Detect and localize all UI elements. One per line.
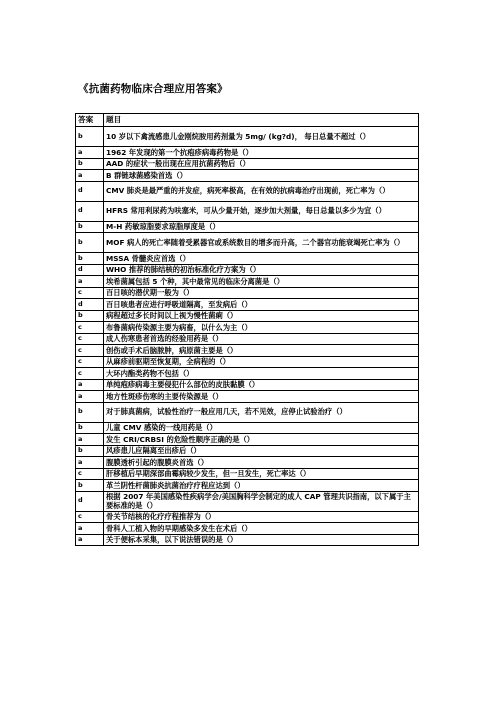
answer-cell: a	[76, 391, 104, 403]
question-cell: 1962 年发现的第一个抗疱疹病毒药物是（）	[104, 147, 419, 159]
question-cell: 骨关节结核的化疗疗程推荐为（）	[104, 511, 419, 523]
answer-cell: b	[76, 445, 104, 457]
table-row	[76, 201, 419, 221]
question-cell: 革兰阴性杆菌肺炎抗菌治疗疗程应达到（）	[104, 480, 419, 492]
question-cell: 风疹患儿应隔离至出疹后（）	[104, 445, 419, 457]
table-row	[76, 276, 419, 288]
table-row	[76, 322, 419, 334]
table-row	[76, 422, 419, 434]
table-body	[76, 127, 419, 546]
table-row	[76, 147, 419, 159]
answer-cell: d	[76, 264, 104, 276]
table-row	[76, 299, 419, 311]
question-cell: 病程超过多长时间以上视为慢性菌痢（）	[104, 310, 419, 322]
table-row	[76, 511, 419, 523]
table-row	[76, 534, 419, 546]
answer-cell: c	[76, 368, 104, 380]
question-cell: 大环内酯类药物不包括（）	[104, 368, 419, 380]
table-row	[76, 333, 419, 345]
table-row	[76, 356, 419, 368]
question-column-header: 题目	[104, 114, 419, 127]
answer-cell: a	[76, 457, 104, 469]
table-row	[76, 445, 419, 457]
table-row	[76, 368, 419, 380]
answer-cell: d	[76, 491, 104, 511]
question-cell: 关于便标本采集，以下说法错误的是（）	[104, 534, 419, 546]
answer-cell: b	[76, 480, 104, 492]
answer-cell: a	[76, 170, 104, 182]
table-row	[76, 345, 419, 357]
table-row	[76, 158, 419, 170]
answer-cell: a	[76, 434, 104, 446]
table-row	[76, 491, 419, 511]
answer-cell: b	[76, 233, 104, 253]
question-cell: 儿童 CMV 感染的一线用药是（）	[104, 422, 419, 434]
table-row	[76, 181, 419, 201]
question-cell: M-H 药敏琼脂要求琼脂厚度是（）	[104, 221, 419, 233]
table-row	[76, 287, 419, 299]
answer-cell: c	[76, 356, 104, 368]
table-row	[76, 221, 419, 233]
question-cell: B 群链球菌感染首选（）	[104, 170, 419, 182]
answer-cell: d	[76, 181, 104, 201]
table-row	[76, 391, 419, 403]
answer-cell: b	[76, 221, 104, 233]
table-row	[76, 402, 419, 422]
question-cell: 创伤或手术后脑脓肿，病原菌主要是（）	[104, 345, 419, 357]
answer-cell: c	[76, 345, 104, 357]
answer-cell: b	[76, 127, 104, 147]
answer-cell: d	[76, 299, 104, 311]
question-cell: HFRS 常用利尿药为呋塞米，可从少量开始，逐步加大剂量，每日总量以多少为宜（）	[104, 201, 419, 221]
question-cell: 腹膜透析引起的腹膜炎首选（）	[104, 457, 419, 469]
answer-column-header: 答案	[76, 114, 104, 127]
answer-cell: b	[76, 158, 104, 170]
question-cell: 发生 CRI/CRBSI 的危险性顺序正确的是（）	[104, 434, 419, 446]
question-cell: MOF 病人的死亡率随着受累器官或系统数目的增多而升高，二个器官功能衰竭死亡率为（）	[104, 233, 419, 253]
question-cell: 埃希菌属包括 5 个种，其中最常见的临床分离菌是（）	[104, 276, 419, 288]
table-row	[76, 480, 419, 492]
table-row	[76, 434, 419, 446]
question-cell: 成人伤寒患者首选的经验用药是（）	[104, 333, 419, 345]
answer-cell: a	[76, 147, 104, 159]
answer-cell: b	[76, 310, 104, 322]
answer-cell: a	[76, 379, 104, 391]
table-row	[76, 310, 419, 322]
answer-cell: c	[76, 511, 104, 523]
question-cell: 单纯疱疹病毒主要侵犯什么部位的皮肤黏膜（）	[104, 379, 419, 391]
answer-table	[75, 113, 419, 546]
answer-cell: c	[76, 333, 104, 345]
question-cell: 布鲁菌病传染源主要为病畜，以什么为主（）	[104, 322, 419, 334]
question-cell: CMV 肺炎是最严重的并发症，病死率极高，在有效的抗病毒治疗出现前，死亡率为（）	[104, 181, 419, 201]
answer-cell: b	[76, 422, 104, 434]
question-cell: WHO 推荐的肺结核的初治标准化疗方案为（）	[104, 264, 419, 276]
answer-cell: a	[76, 523, 104, 535]
question-cell: 从麻疹前驱期至恢复期，全病程的（）	[104, 356, 419, 368]
answer-cell: b	[76, 402, 104, 422]
answer-cell: a	[76, 534, 104, 546]
answer-cell: b	[76, 253, 104, 265]
question-cell: 对于肺真菌病，试验性治疗一般应用几天，若不见效，应停止试验治疗（）	[104, 402, 419, 422]
table-row	[76, 170, 419, 182]
question-cell: 地方性斑疹伤寒的主要传染源是（）	[104, 391, 419, 403]
answer-cell: d	[76, 201, 104, 221]
table-row	[76, 253, 419, 265]
answer-cell: a	[76, 276, 104, 288]
table-row	[76, 523, 419, 535]
table-row	[76, 127, 419, 147]
answer-cell: c	[76, 287, 104, 299]
question-cell: 肝移植后早期深部曲霉病较少发生，但一旦发生，死亡率达（）	[104, 468, 419, 480]
table-header-row	[76, 114, 419, 127]
question-cell: AAD 的症状一般出现在应用抗菌药物后（）	[104, 158, 419, 170]
table-row	[76, 379, 419, 391]
question-cell: 10 岁以下禽流感患儿金刚烷胺用药剂量为 5mg/ (kg?d)， 每日总量不超过（）	[104, 127, 419, 147]
question-cell: 百日咳患者应进行呼吸道隔离，至发病后（）	[104, 299, 419, 311]
question-cell: 百日咳的潜伏期一般为（）	[104, 287, 419, 299]
table-row	[76, 264, 419, 276]
answer-cell: c	[76, 322, 104, 334]
table-row	[76, 233, 419, 253]
question-cell: MSSA 骨髓炎应首选（）	[104, 253, 419, 265]
table-row	[76, 457, 419, 469]
answer-cell: c	[76, 468, 104, 480]
question-cell: 根据 2007 年美国感染性疾病学会/美国胸科学会制定的成人 CAP 管理共识指南，以下属于主要标准的是（）	[104, 491, 419, 511]
question-cell: 骨科人工植入物的早期感染多发生在术后（）	[104, 523, 419, 535]
document-title: 《抗菌药物临床合理应用答案》	[78, 83, 228, 95]
table-row	[76, 468, 419, 480]
